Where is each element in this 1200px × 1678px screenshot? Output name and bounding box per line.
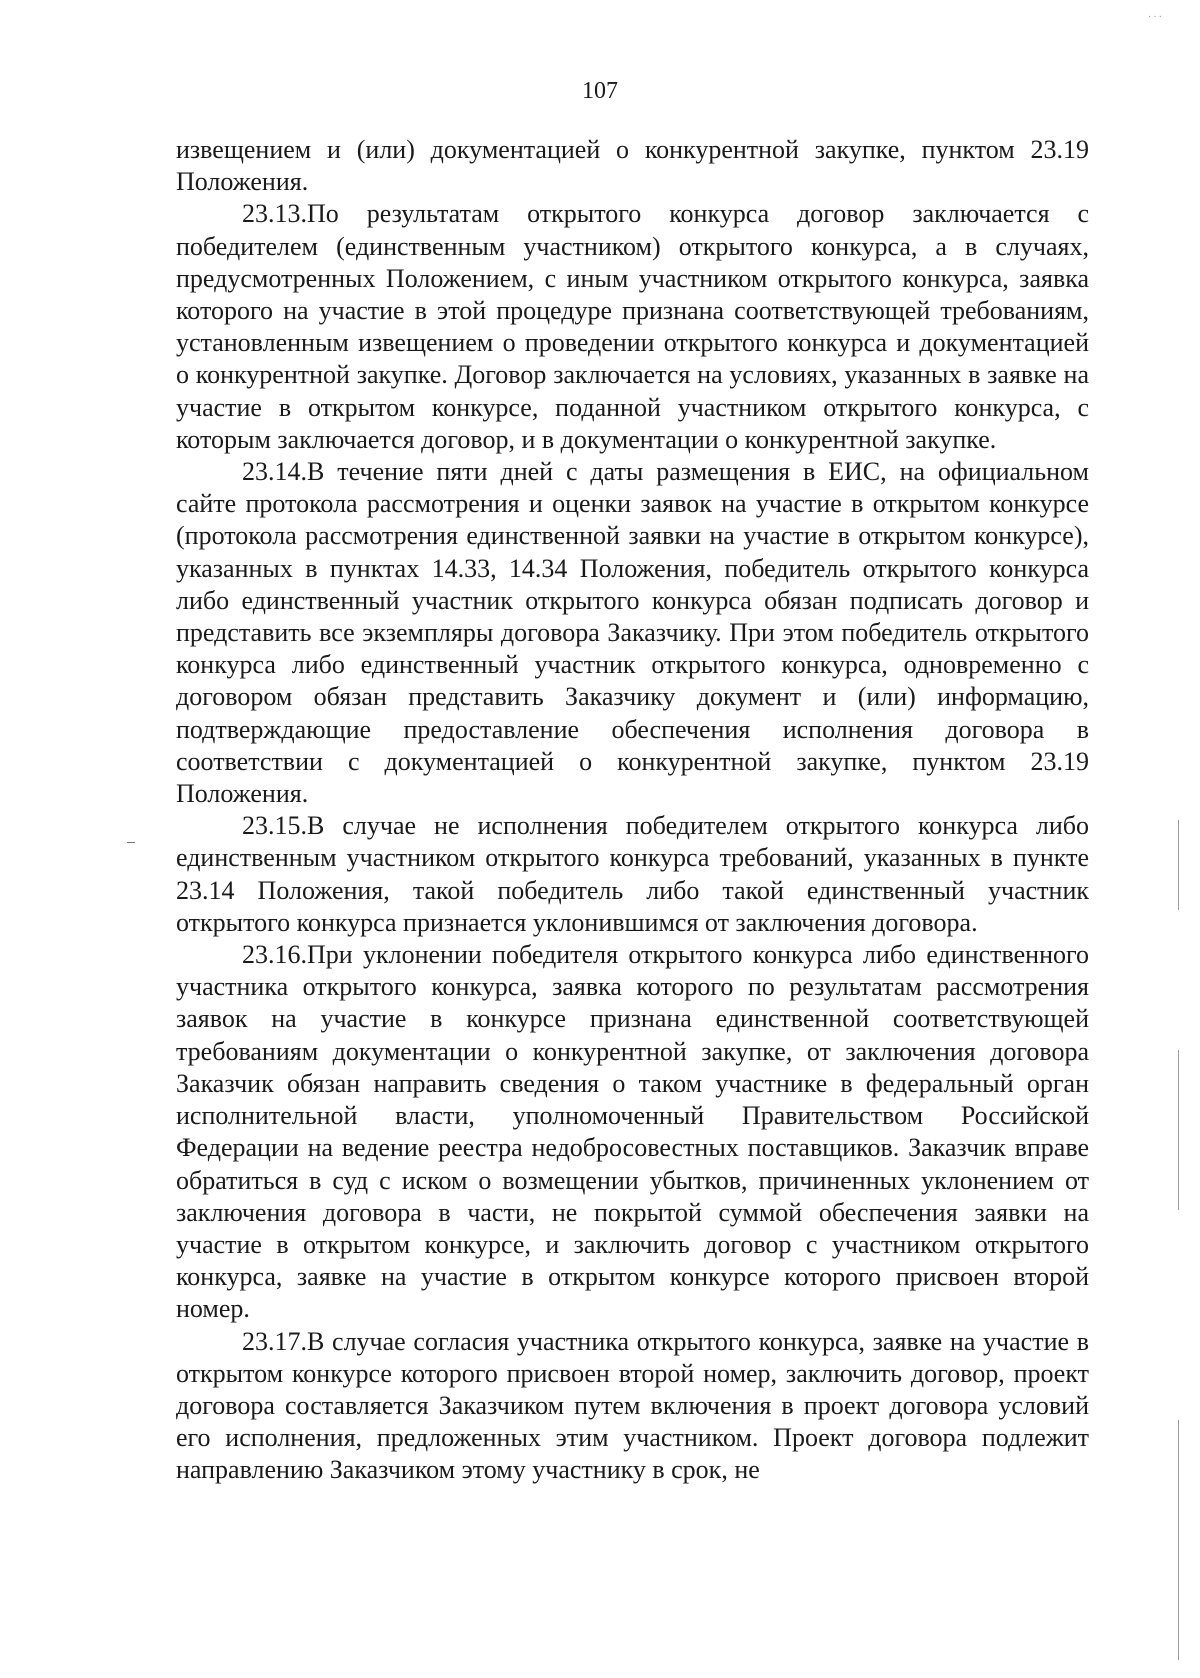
scan-artifact-mark	[127, 842, 135, 843]
scan-artifact-edge-line	[1178, 820, 1179, 910]
paragraph-23-17: 23.17.В случае согласия участника открытого конкурса, заявке на участие в открытом конкурсе которого присвоен второй номер, заключить договор, проект договора составляется Заказчиком путем включения в проект договора условий его исполнения, предложенных этим участником. Проект договора подлежит направлению Заказчиком этому участнику в срок, не	[176, 1326, 1089, 1485]
paragraph-23-15: 23.15.В случае не исполнения победителем открытого конкурса либо единственным участником открытого конкурса требований, указанных в пункте 23.14 Положения, такой победитель либо такой единственный участник открытого конкурса признается уклонившимся от заключения договора.	[176, 811, 1089, 937]
scan-artifact-edge-line	[1178, 1420, 1179, 1660]
page-number: 107	[582, 78, 618, 104]
paragraph-23-14: 23.14.В течение пяти дней с даты размещения в ЕИС, на официальном сайте протокола рассмотрения и оценки заявок на участие в открытом конкурсе (протокола рассмотрения единственной заявки на участие в открытом конкурсе), указанных в пунктах 14.33, 14.34 Положения, победитель открытого конкурса либо единственный участник открытого конкурса обязан подписать договор и представить все экземпляры договора Заказчику. При этом победитель открытого конкурса либо единственный участник открытого конкурса, одновременно с договором обязан представить Заказчику документ и (или) информацию, подтверждающие предоставление обеспечения исполнения договора в соответствии с документацией о конкурентной закупке, пунктом 23.19 Положения.	[176, 457, 1089, 809]
paragraph-23-13: 23.13.По результатам открытого конкурса договор заключается с победителем (единственным участником) открытого конкурса, а в случаях, предусмотренных Положением, с иным участником открытого конкурса, заявка которого на участие в этой процедуре признана соответствующей требованиям, установленным извещением о проведении открытого конкурса и документацией о конкурентной закупке. Договор заключается на условиях, указанных в заявке на участие в открытом конкурсе, поданной участником открытого конкурса, с которым заключается договор, и в документации о конкурентной закупке.	[176, 199, 1089, 454]
scan-artifact-dots: ···	[1148, 12, 1164, 23]
paragraph-23-16: 23.16.При уклонении победителя открытого конкурса либо единственного участника открытого конкурса, заявка которого по результатам рассмотрения заявок на участие в конкурсе признана единственной соответствующей требованиям документации о конкурентной закупке, от заключения договора Заказчик обязан направить сведения о таком участнике в федеральный орган исполнительной власти, уполномоченный Правительством Российской Федерации на ведение реестра недобросовестных поставщиков. Заказчик вправе обратиться в суд с иском о возмещении убытков, причиненных уклонением от заключения договора в части, не покрытой суммой обеспечения заявки на участие в открытом конкурсе, и заключить договор с участником открытого конкурса, заявке на участие в открытом конкурсе которого присвоен второй номер.	[176, 940, 1089, 1324]
scan-artifact-edge-line	[1178, 1050, 1179, 1210]
document-body	[176, 134, 1089, 1487]
paragraph-continuation: извещением и (или) документацией о конкурентной закупке, пунктом 23.19 Положения.	[176, 135, 1089, 197]
